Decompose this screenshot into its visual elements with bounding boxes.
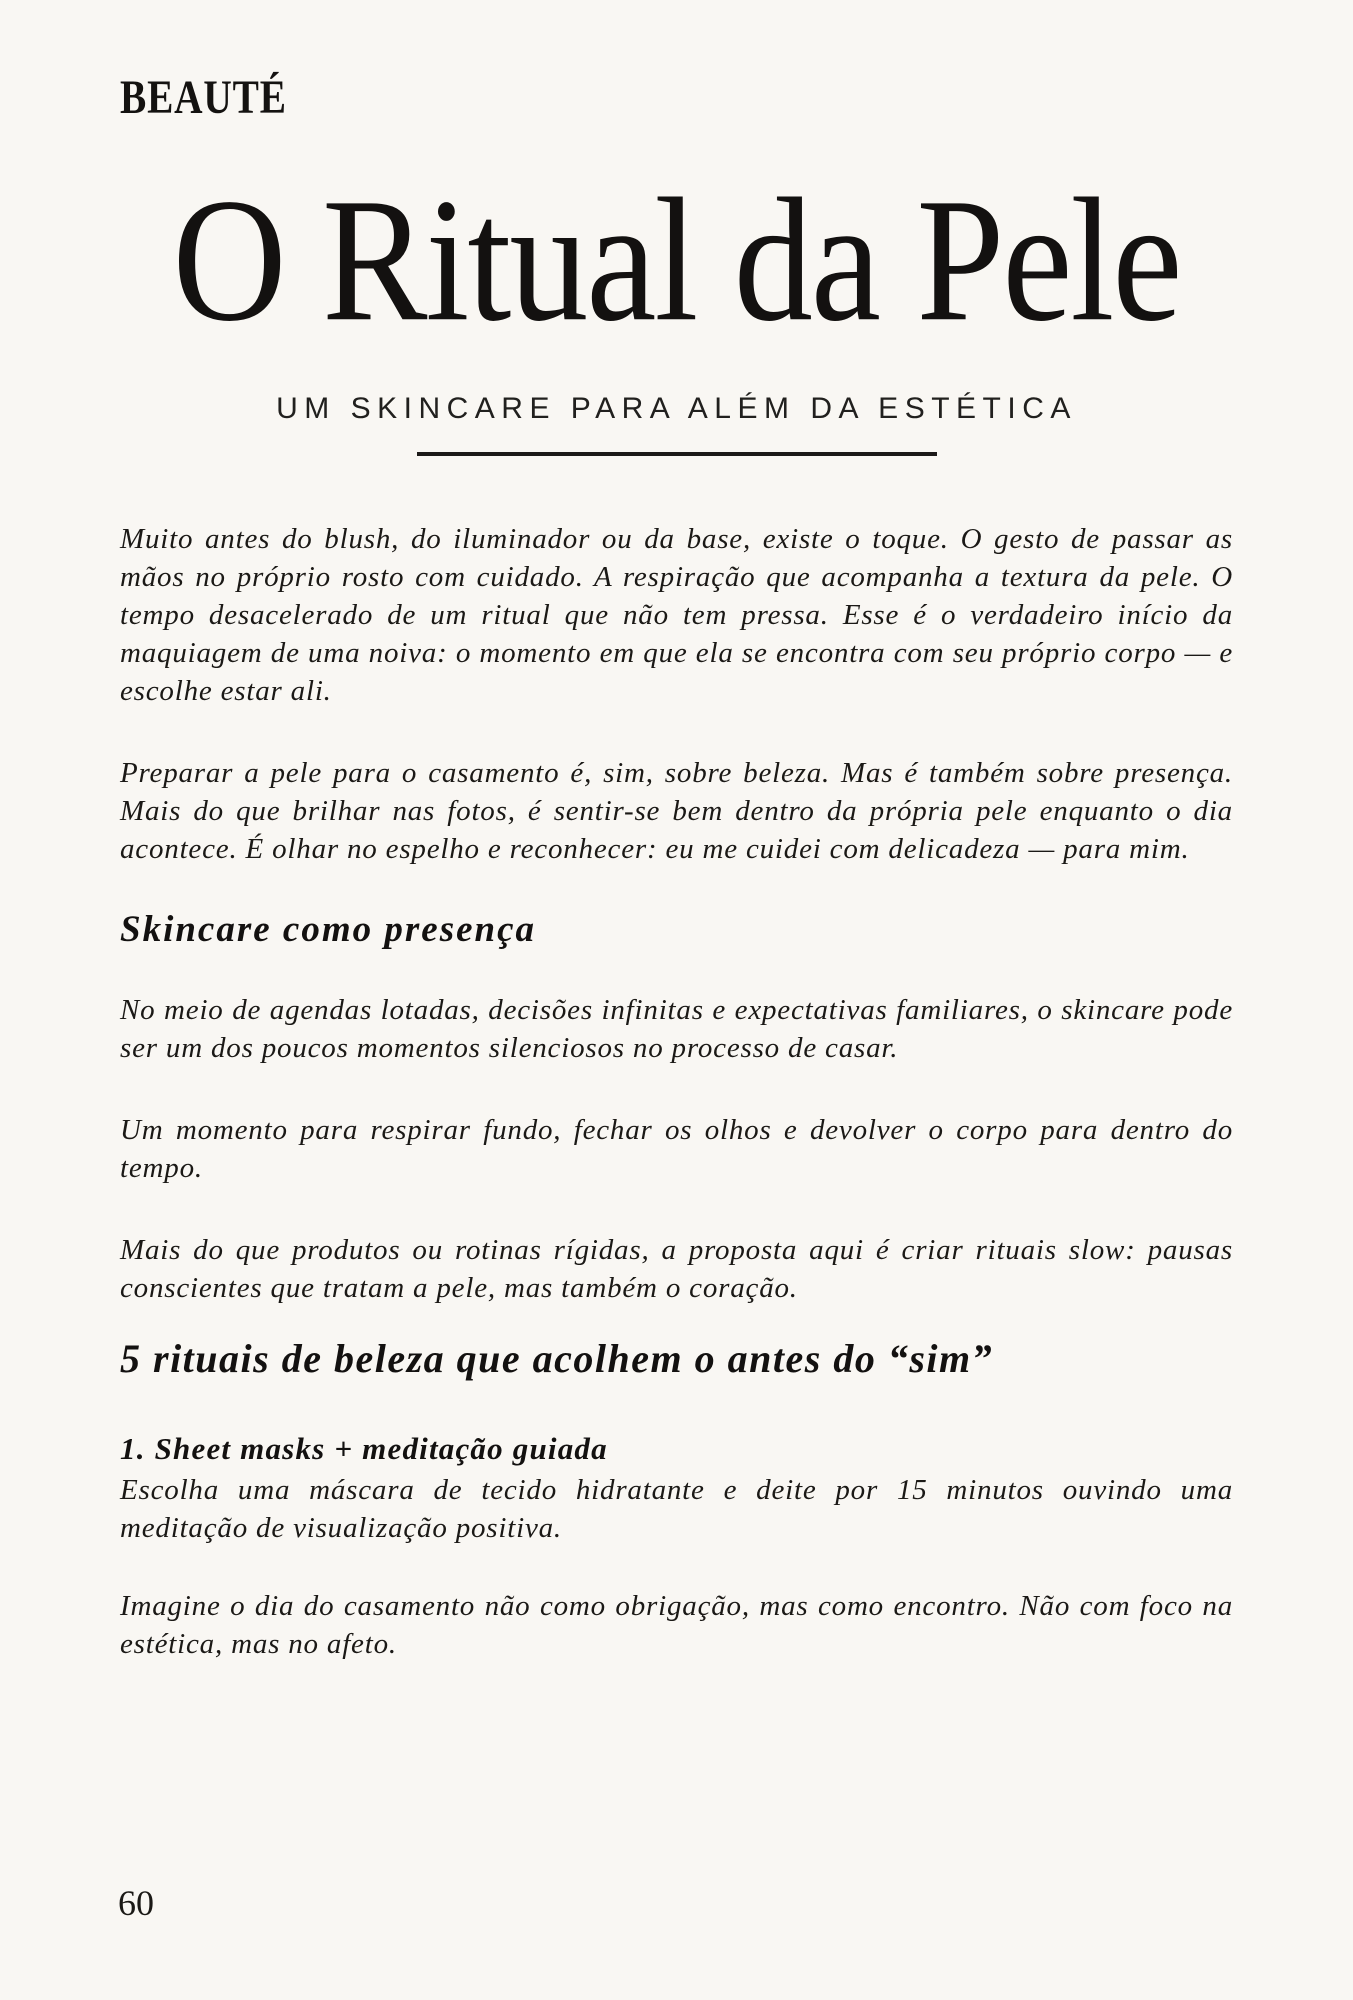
masthead-label: BEAUTÉ [120, 71, 287, 124]
ritual-item-paragraph: Imagine o dia do casamento não como obrigação, mas como encontro. Não com foco na estética, mas no afeto. [120, 1589, 1233, 1660]
subtitle-divider-rule [417, 452, 937, 456]
article-title: O Ritual da Pele [172, 162, 1181, 359]
ritual-item-title: 1. Sheet masks + meditação guiada [120, 1430, 608, 1466]
intro-paragraph: Muito antes do blush, do iluminador ou da base, existe o toque. O gesto de passar as mãos no próprio rosto com cuidado. A respiração que acompanha a textura da pele. O tempo desacelerado de um ritual que não tem pressa. Esse é o verdadeiro início da maquiagem de uma noiva: o momento em que ela se encontra com seu próprio corpo — e escolhe estar ali. [120, 522, 1233, 707]
intro-paragraph: Preparar a pele para o casamento é, sim, sobre beleza. Mas é também sobre presença. Mais do que brilhar nas fotos, é sentir-se bem dentro da própria pele enquanto o dia acontece. É olhar no espelho e reconhecer: eu me cuidei com delicadeza — para mim. [120, 756, 1233, 865]
section-heading-presence: Skincare como presença [120, 908, 537, 950]
section-heading-rituals: 5 rituais de beleza que acolhem o antes do “sim” [120, 1335, 994, 1381]
body-paragraph: No meio de agendas lotadas, decisões infinitas e expectativas familiares, o skincare pode ser um dos poucos momentos silenciosos no processo de casar. [120, 993, 1233, 1064]
ritual-item-1 [120, 1429, 1233, 1547]
ritual-item-paragraph: Escolha uma máscara de tecido hidratante e deite por 15 minutos ouvindo uma meditação de visualização positiva. [120, 1473, 1233, 1544]
page-content [0, 71, 1353, 1663]
body-paragraph: Um momento para respirar fundo, fechar os olhos e devolver o corpo para dentro do tempo. [120, 1113, 1233, 1184]
page-number: 60 [118, 1883, 154, 1923]
article-subtitle: UM SKINCARE PARA ALÉM DA ESTÉTICA [276, 391, 1077, 425]
body-paragraph: Mais do que produtos ou rotinas rígidas, a proposta aqui é criar rituais slow: pausas conscientes que tratam a pele, mas também o coração. [120, 1233, 1233, 1304]
